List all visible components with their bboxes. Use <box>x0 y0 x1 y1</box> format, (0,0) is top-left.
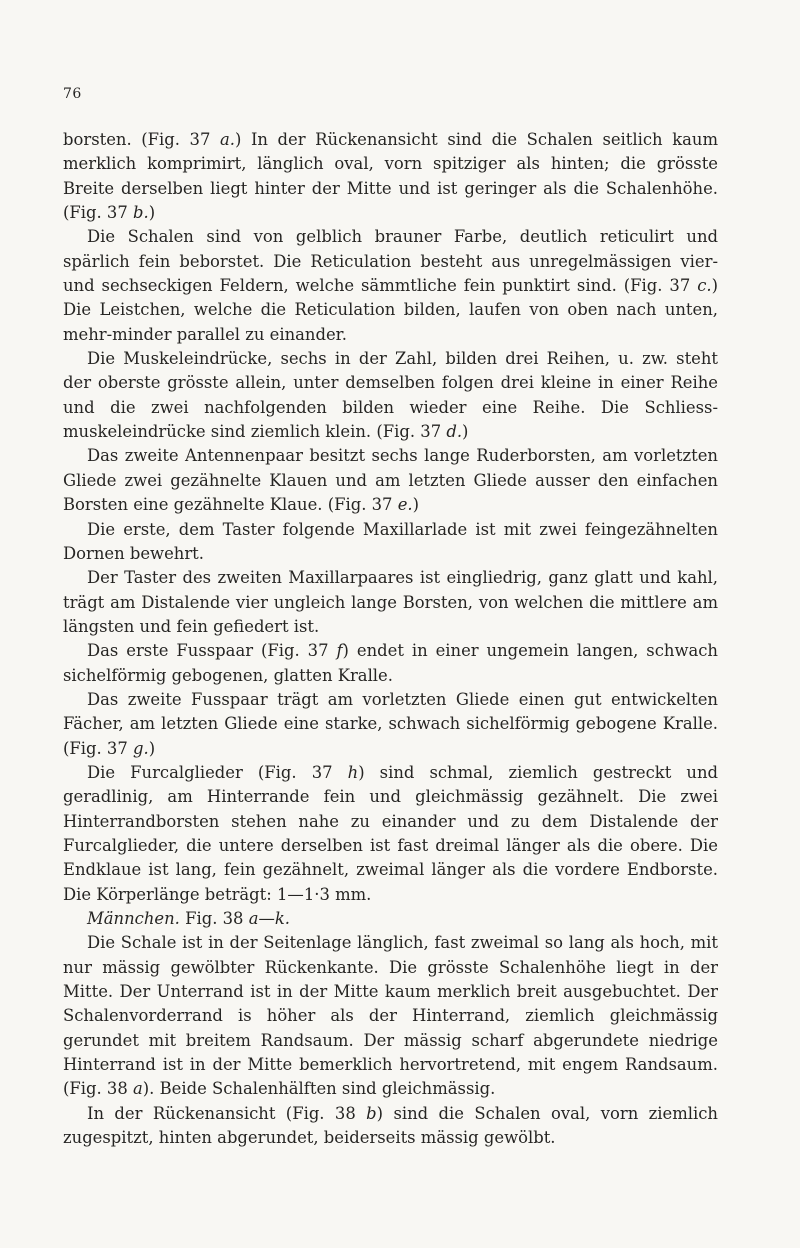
text-span: ) <box>412 495 420 515</box>
paragraph <box>63 347 718 444</box>
text-span: Die Furcalglieder (Fig. 37 <box>87 762 348 782</box>
text-span: ) <box>148 203 156 223</box>
paragraph <box>63 566 718 639</box>
text-span: ) <box>462 422 469 442</box>
text-span: ). Beide Schalenhälften sind gleichmässig. <box>142 1079 496 1099</box>
text-span: Fig. 38 <box>179 909 249 928</box>
text-span: ) endet in einer ungemein langen, schwach sichelförmig gebogenen, glatten Kralle. <box>63 641 718 685</box>
text-span: ) Die Leistchen, welche die Reticulation bilden, laufen von oben nach unten, mehr-minder parallel zu einander. <box>63 276 718 344</box>
italic-text: a—k. <box>248 909 290 928</box>
paragraph <box>63 444 718 517</box>
paragraph <box>63 518 718 567</box>
paragraph <box>63 128 718 225</box>
text-span: Das erste Fusspaar (Fig. 37 <box>87 641 337 661</box>
italic-text: a <box>133 1079 143 1099</box>
text-span: Die Schale ist in der Seitenlage länglich, fast zweimal so lang als hoch, mit nur mässig gewölbter Rückenkante. Die grösste Schalenhöhe liegt in der Mitte. Der Unterrand ist in der Mitte kaum merklich breit ausgebuchtet. Der Schalenvorderrand is höher als der Hinterrand, ziemlich gleichmässig gerundet mit breitem Randsaum. Der mässig scharf abgerundete niedrige Hinterrand ist in der Mitte bemerklich hervortretend, mit engem Randsaum. (Fig. 38 <box>63 933 718 1099</box>
italic-text: f <box>336 641 343 661</box>
paragraph <box>63 907 718 931</box>
italic-text: g. <box>133 738 149 758</box>
text-span: Der Taster des zweiten Maxillarpaares ist eingliedrig, ganz glatt und kahl, trägt am Distalende vier ungleich lange Borsten, von welchen die mittlere am längsten und fein gefiedert ist. <box>63 568 718 636</box>
paragraph <box>63 1102 718 1151</box>
text-span: Die Schalen sind von gelblich brauner Farbe, deutlich reticulirt und spärlich fein beborstet. Die Reticulation besteht aus unregelmässigen vier- und sechseckigen Feldern, welche sämmtliche fein punktirt sind. (Fig. 37 <box>63 227 718 296</box>
italic-text: Männchen. <box>87 909 180 928</box>
paragraph <box>63 639 718 688</box>
text-span: Das zweite Fusspaar trägt am vorletzten Gliede einen gut entwickelten Fächer, am letzten Gliede eine starke, schwach sichelförmig gebogene Kralle. (Fig. 37 <box>63 689 718 758</box>
text-span: Die Muskeleindrücke, sechs in der Zahl, bilden drei Reihen, u. zw. steht der oberste grösste allein, unter demselben folgen drei kleine in einer Reihe und die zwei nachfolgenden bilden wieder eine Reihe. Die Schliessmuskeleindrücke sind ziemlich klein. (Fig. 37 <box>63 349 718 442</box>
text-span: ) In der Rückenansicht sind die Schalen seitlich kaum merklich komprimirt, länglich oval, vorn spitziger als hinten; die grösste Breite derselben liegt hinter der Mitte und ist geringer als die Schalenhöhe. (Fig. 37 <box>63 130 718 223</box>
paragraph <box>63 688 718 761</box>
text-span: In der Rückenansicht (Fig. 38 <box>87 1103 367 1123</box>
paragraph <box>63 931 718 1101</box>
text-span: Die erste, dem Taster folgende Maxillarlade ist mit zwei feingezähnelten Dornen bewehrt. <box>63 519 718 563</box>
italic-text: d. <box>446 422 463 442</box>
text-span: ) sind die Schalen oval, vorn ziemlich zugespitzt, hinten abgerundet, beiderseits mässig gewölbt. <box>63 1103 718 1148</box>
text-span: Das zweite Antennenpaar besitzt sechs lange Ruderborsten, am vorletzten Gliede zwei gezähnelte Klauen und am letzten Gliede ausser den einfachen Borsten eine gezähnelte Klaue. (Fig. 37 <box>63 446 718 515</box>
italic-text: h <box>347 762 359 782</box>
italic-text: a. <box>219 130 235 149</box>
italic-text: c. <box>697 276 712 296</box>
paragraph <box>63 761 718 907</box>
paragraph <box>63 225 718 347</box>
italic-text: b <box>366 1103 377 1123</box>
body-text <box>63 128 718 1150</box>
text-span: ) sind schmal, ziemlich gestreckt und geradlinig, am Hinterrande fein und gleichmässig gezähnelt. Die zwei Hinterrandborsten stehen nahe zu einander und zu dem Distalende der Furcalglieder, die untere derselben ist fast dreimal länger als die obere. Die Endklaue ist lang, fein gezähnelt, zweimal länger als die vordere Endborste. Die Körperlänge beträgt: 1—1·3 mm. <box>63 762 718 904</box>
page-number: 76 <box>63 86 82 102</box>
text-span: ) <box>148 738 156 758</box>
italic-text: e. <box>397 495 413 515</box>
text-span: borsten. (Fig. 37 <box>63 130 220 149</box>
italic-text: b. <box>133 203 149 223</box>
